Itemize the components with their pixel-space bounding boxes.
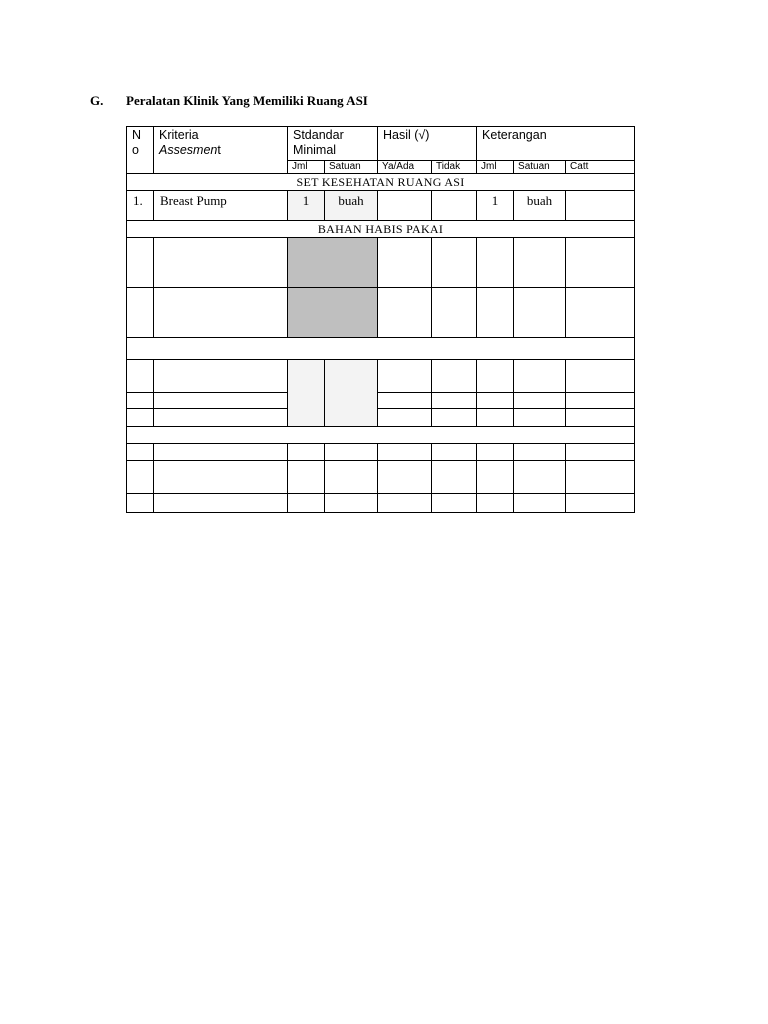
table-row (127, 461, 635, 494)
section-bahan-habis: BAHAN HABIS PAKAI (127, 221, 635, 238)
table-row (127, 238, 635, 288)
subheader-jml: Jml (288, 161, 325, 174)
section-set-kesehatan: SET KESEHATAN RUANG ASI (127, 174, 635, 191)
row-catt (566, 191, 635, 221)
row-no: 1. (127, 191, 154, 221)
row-satuan: buah (325, 191, 378, 221)
header-standar-minimal: Stdandar Minimal (288, 127, 378, 161)
empty-section-row (127, 338, 635, 360)
row-ket-jml: 1 (477, 191, 514, 221)
table-row (127, 288, 635, 338)
header-kriteria: Kriteria Assesment (154, 127, 288, 174)
header-keterangan: Keterangan (477, 127, 635, 161)
table-row (127, 409, 635, 427)
section-row (127, 174, 635, 191)
assessment-table (126, 126, 635, 513)
shaded-cell (288, 238, 378, 288)
subheader-catt: Catt (566, 161, 635, 174)
section-letter: G. (90, 93, 104, 108)
row-kriteria: Breast Pump (154, 191, 288, 221)
table-row (127, 444, 635, 461)
subheader-ket-jml: Jml (477, 161, 514, 174)
row-ya-ada (378, 191, 432, 221)
row-tidak (432, 191, 477, 221)
table-row (127, 360, 635, 393)
shaded-cell (288, 288, 378, 338)
subheader-ket-satuan: Satuan (514, 161, 566, 174)
section-title: Peralatan Klinik Yang Memiliki Ruang ASI (126, 93, 368, 108)
subheader-satuan: Satuan (325, 161, 378, 174)
empty-section-row (127, 427, 635, 444)
header-row (127, 127, 635, 161)
table-row (127, 191, 635, 221)
header-hasil: Hasil (√) (378, 127, 477, 161)
row-jml: 1 (288, 191, 325, 221)
header-no: N o (127, 127, 154, 174)
row-ket-satuan: buah (514, 191, 566, 221)
subheader-tidak: Tidak (432, 161, 477, 174)
table-row (127, 393, 635, 409)
table-row (127, 494, 635, 513)
section-row (127, 221, 635, 238)
subheader-ya-ada: Ya/Ada (378, 161, 432, 174)
